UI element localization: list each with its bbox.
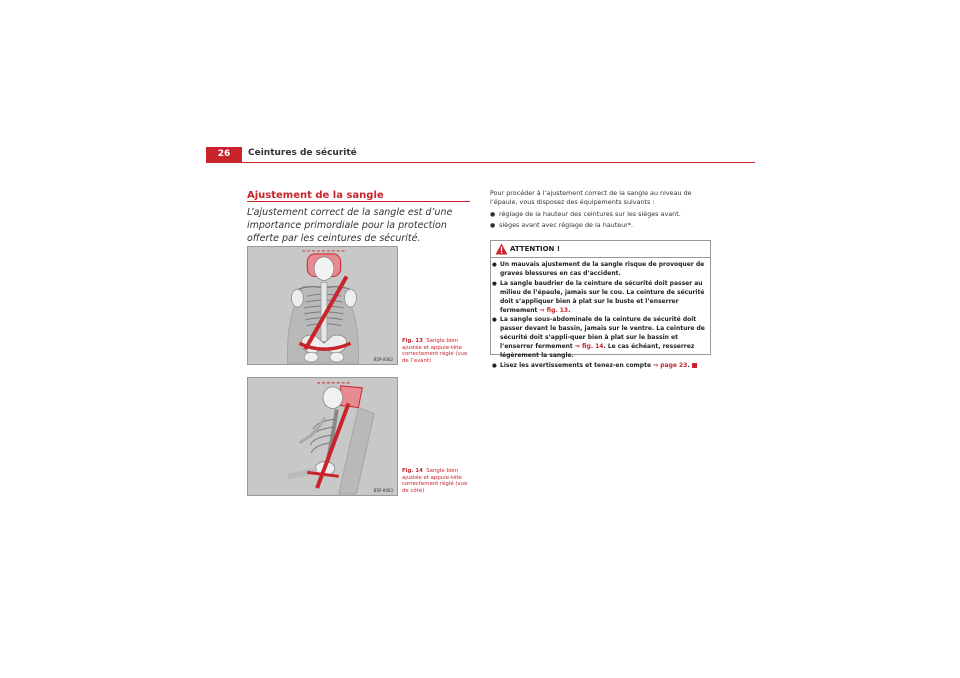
figure-14 [247, 377, 398, 496]
caption-text: Sangle bien ajustée et appuie-tête correctement réglé (vue de côté) [402, 468, 468, 494]
warning-text: . [687, 361, 690, 369]
warning-item [492, 362, 708, 371]
warning-text: . Le cas échéant, resserrez légèrement la sangle. [500, 343, 695, 360]
section-title: Ajustement de la sangle [247, 190, 384, 201]
section-rule [247, 201, 470, 202]
warning-text: . [568, 306, 571, 314]
warning-item [492, 316, 708, 361]
warning-text: La sangle baudrier de la ceinture de sécurité doit passer au milieu de l’épaule, jamais sur le cou. La ceinture de sécurité doit s’appliquer bien à plat sur le buste et l’enserrer fermement [500, 279, 705, 314]
seatbelt-front-illustration [248, 247, 397, 364]
running-title: Ceintures de sécurité [248, 148, 357, 158]
warning-item [492, 280, 708, 316]
warning-text: Lisez les avertissements et tenez-en compte [500, 361, 654, 369]
caption-text: Sangle bien ajustée et appuie-tête correctement réglé (vue de l’avant) [402, 338, 468, 364]
warning-triangle-icon [495, 243, 508, 255]
page-number: 26 [206, 147, 242, 162]
figure-14-caption [402, 468, 470, 494]
figure-code: B5P-0062 [373, 357, 393, 362]
body-text [490, 189, 712, 232]
list-item: ● réglage de la hauteur des ceintures sur les sièges avant. [490, 210, 712, 219]
warning-title: ATTENTION ! [510, 245, 561, 253]
figure-reference-link[interactable]: ⇒ fig. 14 [574, 343, 604, 351]
intro-paragraph: Pour procéder à l’ajustement correct de la sangle au niveau de l’épaule, vous disposez des équipements suivants : [490, 189, 692, 206]
figure-reference-link[interactable]: ⇒ fig. 13 [539, 306, 569, 314]
warning-box [490, 240, 711, 369]
section-lede: L’ajustement correct de la sangle est d’une importance primordiale pour la protection offerte par les ceintures de sécurité. [247, 207, 453, 244]
warning-body [491, 258, 710, 371]
caption-number: Fig. 14 [402, 468, 423, 474]
warning-text: La sangle sous-abdominale de la ceinture de sécurité doit passer devant le bassin, jamais sur le ventre. La ceinture de sécurité doit s’appli-quer bien à plat sur le bassin et l’enserrer fermement [500, 316, 705, 351]
end-of-section-marker [692, 363, 697, 368]
list-item: ● sièges avant avec réglage de la hauteur*. [490, 221, 712, 230]
figure-13-caption [402, 338, 470, 364]
warning-item: ● Un mauvais ajustement de la sangle risque de provoquer de graves blessures en cas d’accident. [492, 261, 708, 279]
header-rule [206, 162, 755, 163]
figure-code: B5P-0063 [373, 488, 393, 493]
warning-header [491, 241, 710, 258]
figure-13 [247, 246, 398, 365]
seatbelt-side-illustration [248, 378, 397, 495]
caption-number: Fig. 13 [402, 338, 423, 344]
page-reference-link[interactable]: ⇒ page 23 [653, 361, 688, 369]
